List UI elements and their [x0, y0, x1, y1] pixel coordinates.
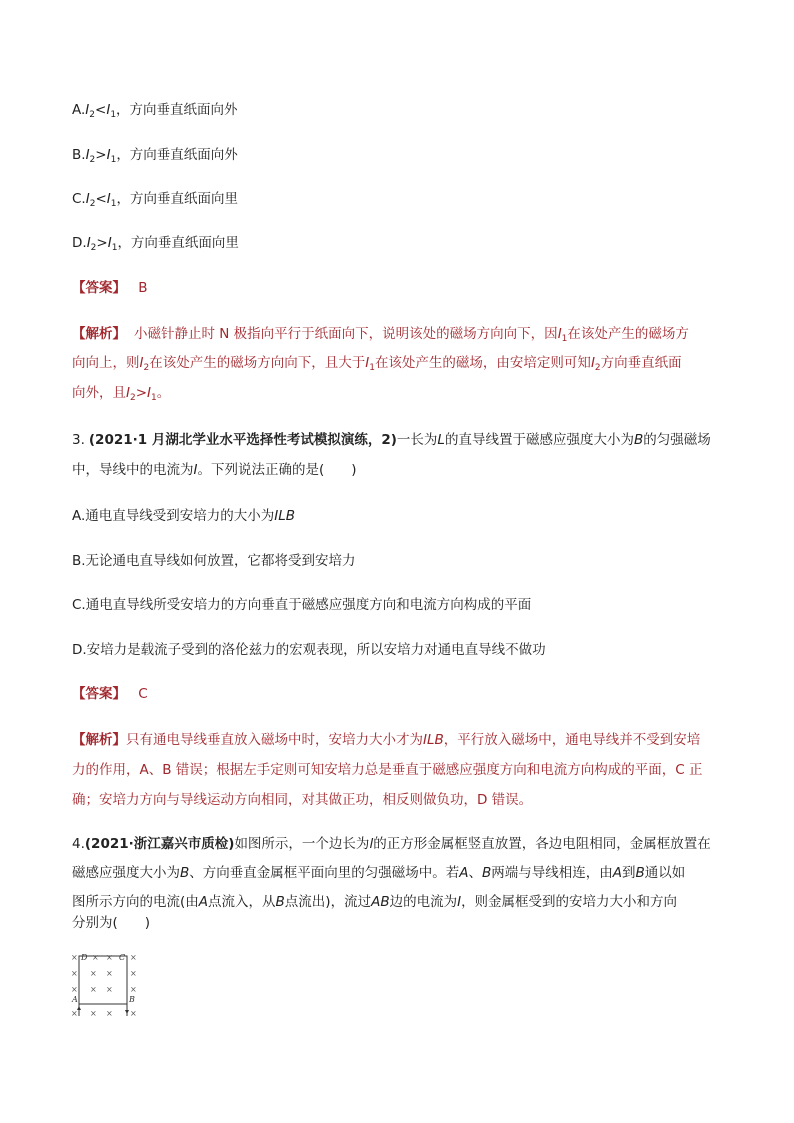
square-frame [79, 956, 127, 1004]
cross: × [130, 969, 137, 978]
q2-analysis-line1: 【解析】 小磁针静止时 N 极指向平行于纸面向下，说明该处的磁场方向向下，因$I_1$在该处产生的磁场方 [72, 326, 689, 344]
q4-stem-line3: 图所示方向的电流(由A点流入，从B点流出)，流过AB边的电流为I，则金属框受到的安培力大小和方向 [72, 894, 678, 910]
q3-option-b: B.无论通电直导线如何放置，它都将受到安培力 [72, 553, 356, 569]
cross: × [90, 985, 97, 994]
q2-option-a: $A.I_2<I_1$，方向垂直纸面向外 [72, 102, 238, 120]
q2-option-d: $D.I_2>I_1$，方向垂直纸面向里 [72, 235, 239, 253]
cross: × [106, 953, 113, 962]
cross: × [71, 985, 78, 994]
q3-option-c: C.通电直导线所受安培力的方向垂直于磁感应强度方向和电流方向构成的平面 [72, 597, 532, 613]
q2-option-b: $B.I_2>I_1$，方向垂直纸面向外 [72, 147, 238, 165]
cross: × [92, 953, 99, 962]
q3-analysis-line3: 确；安培力方向与导线运动方向相同，对其做正功，相反则做负功，D 错误。 [72, 792, 533, 808]
answer-value: B [138, 280, 148, 296]
q2-option-c: $C.I_2<I_1$，方向垂直纸面向里 [72, 191, 238, 209]
magnetic-field-frame-diagram [70, 950, 138, 1020]
cross: × [90, 969, 97, 978]
cross: × [106, 969, 113, 978]
cross: × [71, 953, 78, 962]
cross: × [130, 1009, 137, 1018]
answer-label: 【答案】 [72, 280, 126, 296]
q4-stem-line1: 4.(2021·浙江嘉兴市质检)如图所示，一个边长为l的正方形金属框竖直放置，各边电阻相同，金属框放置在 [72, 836, 711, 852]
cross: × [90, 1009, 97, 1018]
q2-analysis-line3: 向外，且$I_2>I_1$。 [72, 385, 171, 403]
cross: × [130, 985, 137, 994]
label-b: B [129, 995, 135, 1004]
q3-analysis-line2: 力的作用，A、B 错误；根据左手定则可知安培力总是垂直于磁感应强度方向和电流方向构成的平面，C 正 [72, 762, 703, 778]
cross: × [71, 969, 78, 978]
label-d: D [81, 953, 88, 962]
q3-analysis-line1: 【解析】只有通电导线垂直放入磁场中时，安培力大小才为ILB，平行放入磁场中，通电导线并不受到安培 [72, 732, 701, 748]
q4-stem-line2: 磁感应强度大小为B、方向垂直金属框平面向里的匀强磁场中。若A、B两端与导线相连，由A到B通以如 [72, 865, 686, 881]
q3-stem-line2: 中，导线中的电流为I。下列说法正确的是( ) [72, 462, 357, 478]
q3-answer [72, 685, 148, 703]
arrow-down-icon [125, 1010, 129, 1014]
cross: × [130, 953, 137, 962]
cross: × [106, 985, 113, 994]
q3-stem-line1: 3. (2021·1 月湖北学业水平选择性考试模拟演练，2)一长为L的直导线置于磁感应强度大小为B的匀强磁场 [72, 432, 711, 448]
label-a: A [72, 995, 78, 1004]
cross: × [71, 1009, 78, 1018]
q2-analysis-line2: 向向上，则$I_2$在该处产生的磁场方向向下，且大于$I_1$在该处产生的磁场，由安培定则可知$I_2$方向垂直纸面 [72, 355, 682, 373]
q2-answer [72, 279, 148, 297]
q3-option-a: A.通电直导线受到安培力的大小为ILB [72, 508, 296, 524]
label-c: C [119, 953, 126, 962]
answer-value: C [138, 686, 148, 702]
cross: × [106, 1009, 113, 1018]
q3-option-d: D.安培力是载流子受到的洛伦兹力的宏观表现，所以安培力对通电直导线不做功 [72, 642, 546, 658]
q4-stem-line4: 分别为( ) [72, 915, 151, 931]
answer-label: 【答案】 [72, 686, 126, 702]
